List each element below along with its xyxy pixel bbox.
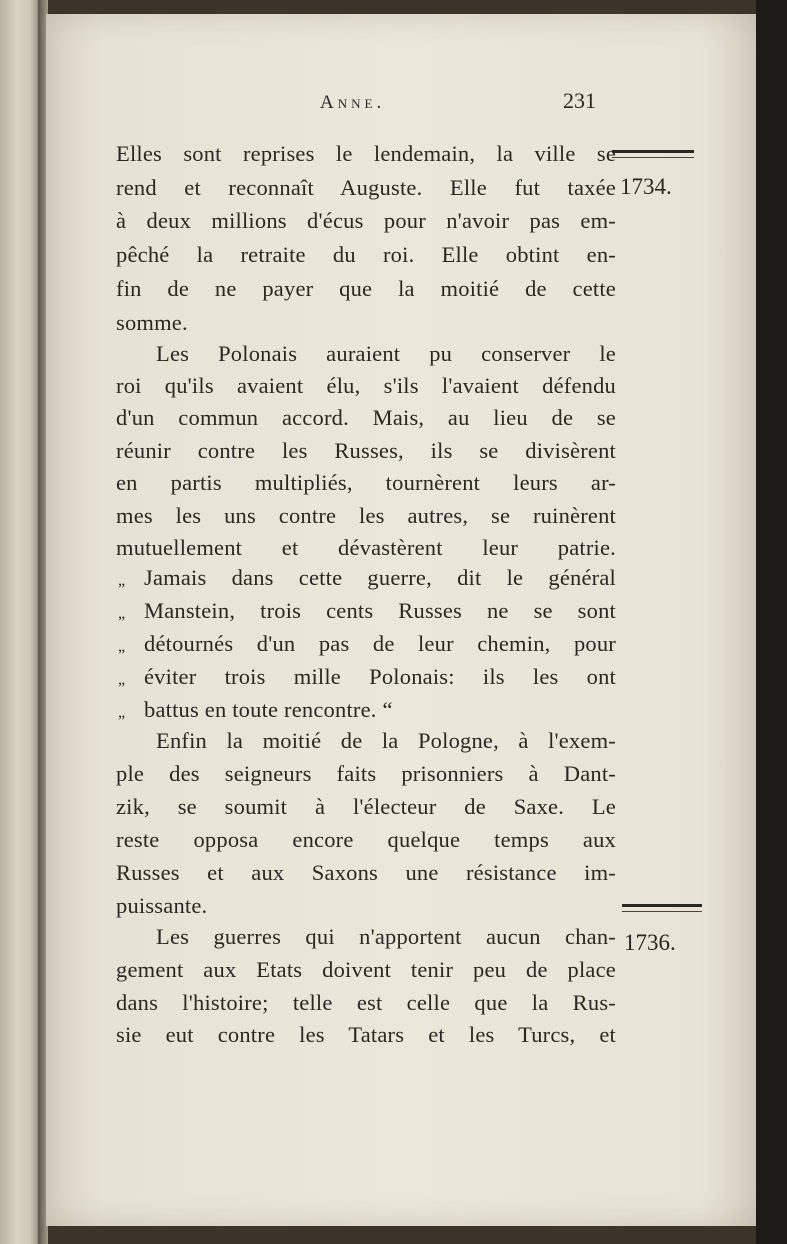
text-line: à deux millions d'écus pour n'avoir pas em-: [116, 208, 616, 233]
margin-date: 1734.: [620, 174, 672, 199]
text-line: puissante.: [116, 893, 208, 918]
margin-rule: [612, 157, 694, 158]
text-line: Enfin la moitié de la Pologne, à l'exem-: [156, 728, 616, 753]
text-line: ple des seigneurs faits prisonniers à Dant-: [116, 761, 616, 786]
quote-mark: „: [118, 704, 126, 721]
text-line: reste opposa encore quelque temps aux: [116, 827, 616, 852]
scan-border: [756, 0, 787, 1244]
text-line: détournés d'un pas de leur chemin, pour: [144, 631, 616, 656]
margin-rule: [622, 904, 702, 907]
text-line: éviter trois mille Polonais: ils les ont: [144, 664, 616, 689]
text-line: mutuellement et dévastèrent leur patrie.: [116, 535, 616, 560]
text-line: rend et reconnaît Auguste. Elle fut taxée: [116, 175, 616, 200]
text-line: pêché la retraite du roi. Elle obtint en-: [116, 242, 616, 267]
text-line: d'un commun accord. Mais, au lieu de se: [116, 405, 616, 430]
text-line: sie eut contre les Tatars et les Turcs, et: [116, 1022, 616, 1047]
text-line: gement aux Etats doivent tenir peu de place: [116, 957, 616, 982]
text-line: en partis multipliés, tournèrent leurs ar-: [116, 470, 616, 495]
text-line: mes les uns contre les autres, se ruinèrent: [116, 503, 616, 528]
quote-mark: „: [118, 605, 126, 622]
text-line: Les guerres qui n'apportent aucun chan-: [156, 924, 616, 949]
margin-rule: [612, 150, 694, 153]
text-line: somme.: [116, 310, 188, 335]
text-line: battus en toute rencontre. “: [144, 697, 393, 722]
text-line: zik, se soumit à l'électeur de Saxe. Le: [116, 794, 616, 819]
text-line: fin de ne payer que la moitié de cette: [116, 276, 616, 301]
text-line: Les Polonais auraient pu conserver le: [156, 341, 616, 366]
text-line: Manstein, trois cents Russes ne se sont: [144, 598, 616, 623]
text-line: Russes et aux Saxons une résistance im-: [116, 860, 616, 885]
running-head: Anne.: [320, 92, 386, 113]
text-line: dans l'histoire; telle est celle que la Rus-: [116, 990, 616, 1015]
margin-date: 1736.: [624, 930, 676, 955]
text-line: Elles sont reprises le lendemain, la ville se: [116, 141, 616, 166]
left-page-edge: [0, 0, 40, 1244]
text-line: réunir contre les Russes, ils se divisèrent: [116, 438, 616, 463]
text-line: roi qu'ils avaient élu, s'ils l'avaient défendu: [116, 373, 616, 398]
page-number: 231: [563, 88, 596, 113]
text-line: Jamais dans cette guerre, dit le général: [144, 565, 616, 590]
margin-rule: [622, 911, 702, 912]
quote-mark: „: [118, 638, 126, 655]
quote-mark: „: [118, 671, 126, 688]
quote-mark: „: [118, 572, 126, 589]
